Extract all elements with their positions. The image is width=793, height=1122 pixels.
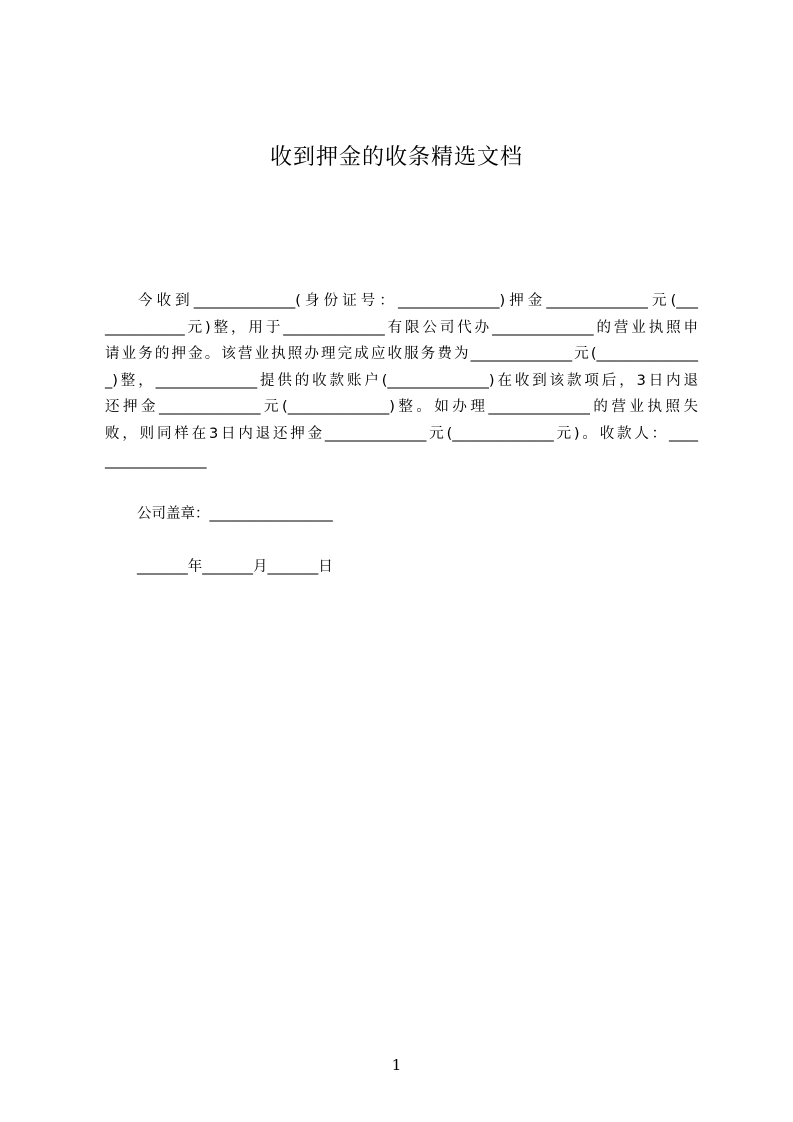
receipt-body [105,288,698,474]
body-line-6: 败，则同样在3日内退还押金______________元(______________元)。收款人：____ [105,425,698,442]
body-line-5: 还押金______________元(______________)整。如办理______________的营业执照失 [105,399,698,416]
body-line-3: 请业务的押金。该营业执照办理完成应收服务费为______________元(______________ [105,346,698,363]
body-line-7: ______________ [105,452,207,469]
document-title: 收到押金的收条精选文档 [269,145,523,170]
date-line: _______年_______月_______日 [137,559,333,575]
body-line-1: 今收到______________(身份证号：______________)押金______________元(___ [138,293,698,309]
body-line-2: ___________元)整，用于______________有限公司代办______________的营业执照申 [105,319,698,336]
company-seal-line: 公司盖章：_________________ [137,506,333,522]
page-number: 1 [391,1056,402,1074]
body-line-4: _)整，______________提供的收款账户(______________)在收到该款项后，3日内退 [105,372,698,389]
